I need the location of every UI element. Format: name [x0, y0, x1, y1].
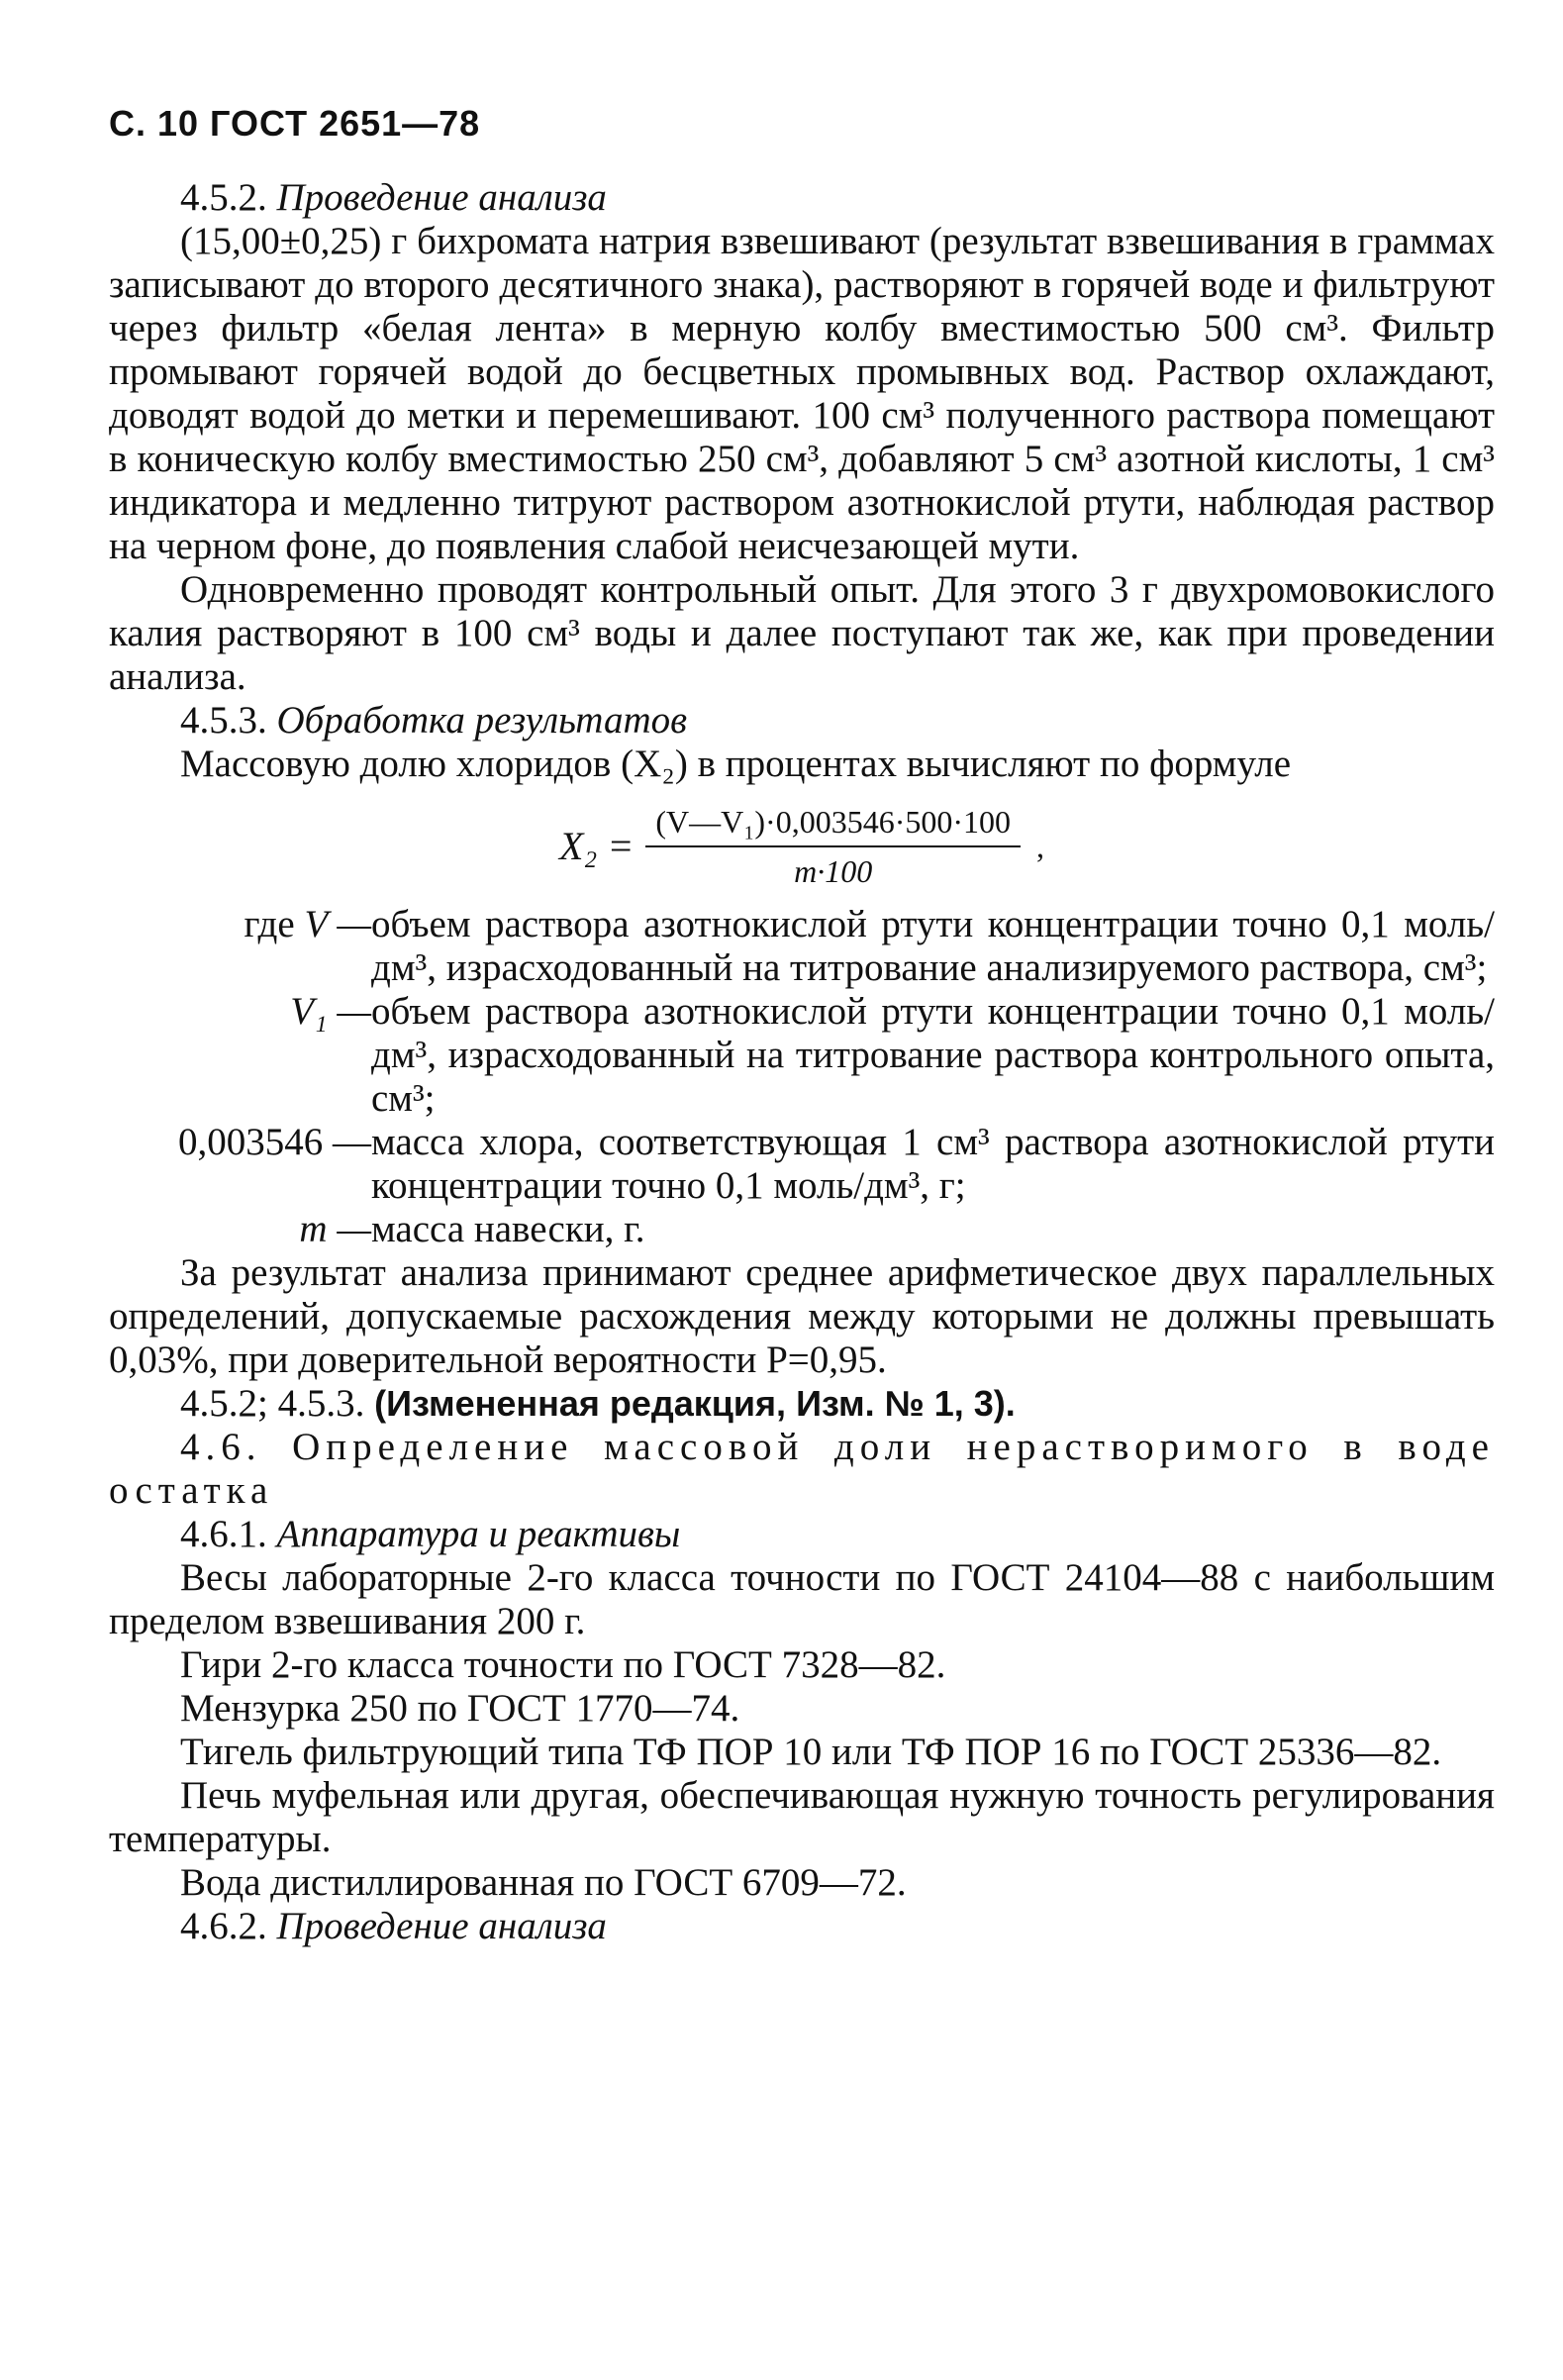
section-number: 4.6.1.	[180, 1513, 267, 1555]
legend-description: масса навески, г.	[371, 1208, 645, 1250]
section-4-5-3-heading	[109, 699, 1495, 743]
legend-row	[109, 990, 1495, 1121]
equipment-item: Тигель фильтрующий типа ТФ ПОР 10 или ТФ ПОР 16 по ГОСТ 25336—82.	[180, 1731, 1442, 1773]
section-4-5-2-heading	[109, 176, 1495, 220]
formula	[109, 800, 1495, 893]
paragraph-result: За результат анализа принимают среднее арифметическое двух параллельных определений, допускаемые расхождения между которыми не должны превышать 0,03%, при доверительной вероятности P=0,95.	[109, 1251, 1495, 1381]
formula-numerator: (V—V₁)·0,003546·500·100	[645, 800, 1021, 847]
section-4-6-heading: 4.6. Определение массовой доли нерастворимого в воде остатка	[109, 1426, 1495, 1512]
section-title: Проведение анализа	[276, 176, 607, 219]
legend-description: объем раствора азотнокислой ртути концентрации точно 0,1 моль/дм³, израсходованный на титрование анализируемого раствора, см³;	[371, 903, 1495, 989]
edit-note: (Измененная редакция, Изм. № 1, 3).	[374, 1383, 1016, 1424]
paragraph-control-test: Одновременно проводят контрольный опыт. Для этого 3 г двухромовокислого калия растворяют в 100 см³ воды и далее поступают так же, как при проведении анализа.	[109, 568, 1495, 698]
formula-lhs: X₂ =	[559, 824, 635, 868]
legend-symbol-text: V —	[304, 903, 371, 945]
legend-symbol: m —	[299, 1208, 371, 1250]
where-label: где	[244, 903, 295, 945]
section-title: Проведение анализа	[276, 1905, 607, 1947]
paragraph-procedure: (15,00±0,25) г бихромата натрия взвешивают (результат взвешивания в граммах записывают до второго десятичного знака), растворяют в горячей воде и фильтруют через фильтр «белая лента» в мерную колбу вместимостью 500 см³. Фильтр промывают горячей водой до бесцветных промывных вод. Раствор охлаждают, доводят водой до метки и перемешивают. 100 см³ полученного раствора помещают в коническую колбу вместимостью 250 см³, добавляют 5 см³ азотной кислоты, 1 см³ индикатора и медленно титруют раствором азотнокислой ртути, наблюдая раствор на черном фоне, до появления слабой неисчезающей мути.	[109, 220, 1495, 567]
equipment-item: Печь муфельная или другая, обеспечивающая нужную точность регулирования температуры.	[109, 1774, 1495, 1860]
legend-description: масса хлора, соответствующая 1 см³ раствора азотнокислой ртути концентрации точно 0,1 моль/дм³, г;	[371, 1121, 1495, 1207]
equipment-item: Вода дистиллированная по ГОСТ 6709—72.	[180, 1861, 907, 1904]
section-4-6-2-heading	[109, 1905, 1495, 1948]
document-body	[109, 176, 1495, 1948]
section-title: Обработка результатов	[276, 699, 688, 742]
formula-denominator: m·100	[794, 853, 873, 889]
legend-row	[109, 1121, 1495, 1208]
page-header: С. 10 ГОСТ 2651—78	[109, 103, 481, 144]
formula-legend	[109, 903, 1495, 1251]
formula-tail: ,	[1036, 829, 1044, 864]
legend-row	[109, 903, 1495, 990]
edit-refs: 4.5.2; 4.5.3.	[180, 1382, 365, 1425]
section-number: 4.5.2.	[180, 176, 267, 219]
legend-symbol	[109, 903, 371, 990]
section-number: 4.6.2.	[180, 1905, 267, 1947]
section-4-6-1-heading	[109, 1513, 1495, 1556]
paragraph-formula-intro: Массовую долю хлоридов (X₂) в процентах вычисляют по формуле	[180, 743, 1292, 785]
legend-symbol: 0,003546 —	[178, 1121, 371, 1163]
legend-symbol: V₁ —	[290, 990, 371, 1033]
equipment-item: Мензурка 250 по ГОСТ 1770—74.	[180, 1687, 740, 1730]
edit-note-line	[109, 1382, 1495, 1426]
equipment-item: Гири 2-го класса точности по ГОСТ 7328—82.	[180, 1643, 946, 1686]
section-title: Аппаратура и реактивы	[276, 1513, 681, 1555]
equipment-item: Весы лабораторные 2-го класса точности по ГОСТ 24104—88 с наибольшим пределом взвешивания 200 г.	[109, 1556, 1495, 1642]
section-number: 4.5.3.	[180, 699, 267, 742]
formula-fraction	[645, 800, 1021, 893]
legend-description: объем раствора азотнокислой ртути концентрации точно 0,1 моль/дм³, израсходованный на титрование раствора контрольного опыта, см³;	[371, 990, 1495, 1120]
legend-row	[109, 1208, 1495, 1251]
